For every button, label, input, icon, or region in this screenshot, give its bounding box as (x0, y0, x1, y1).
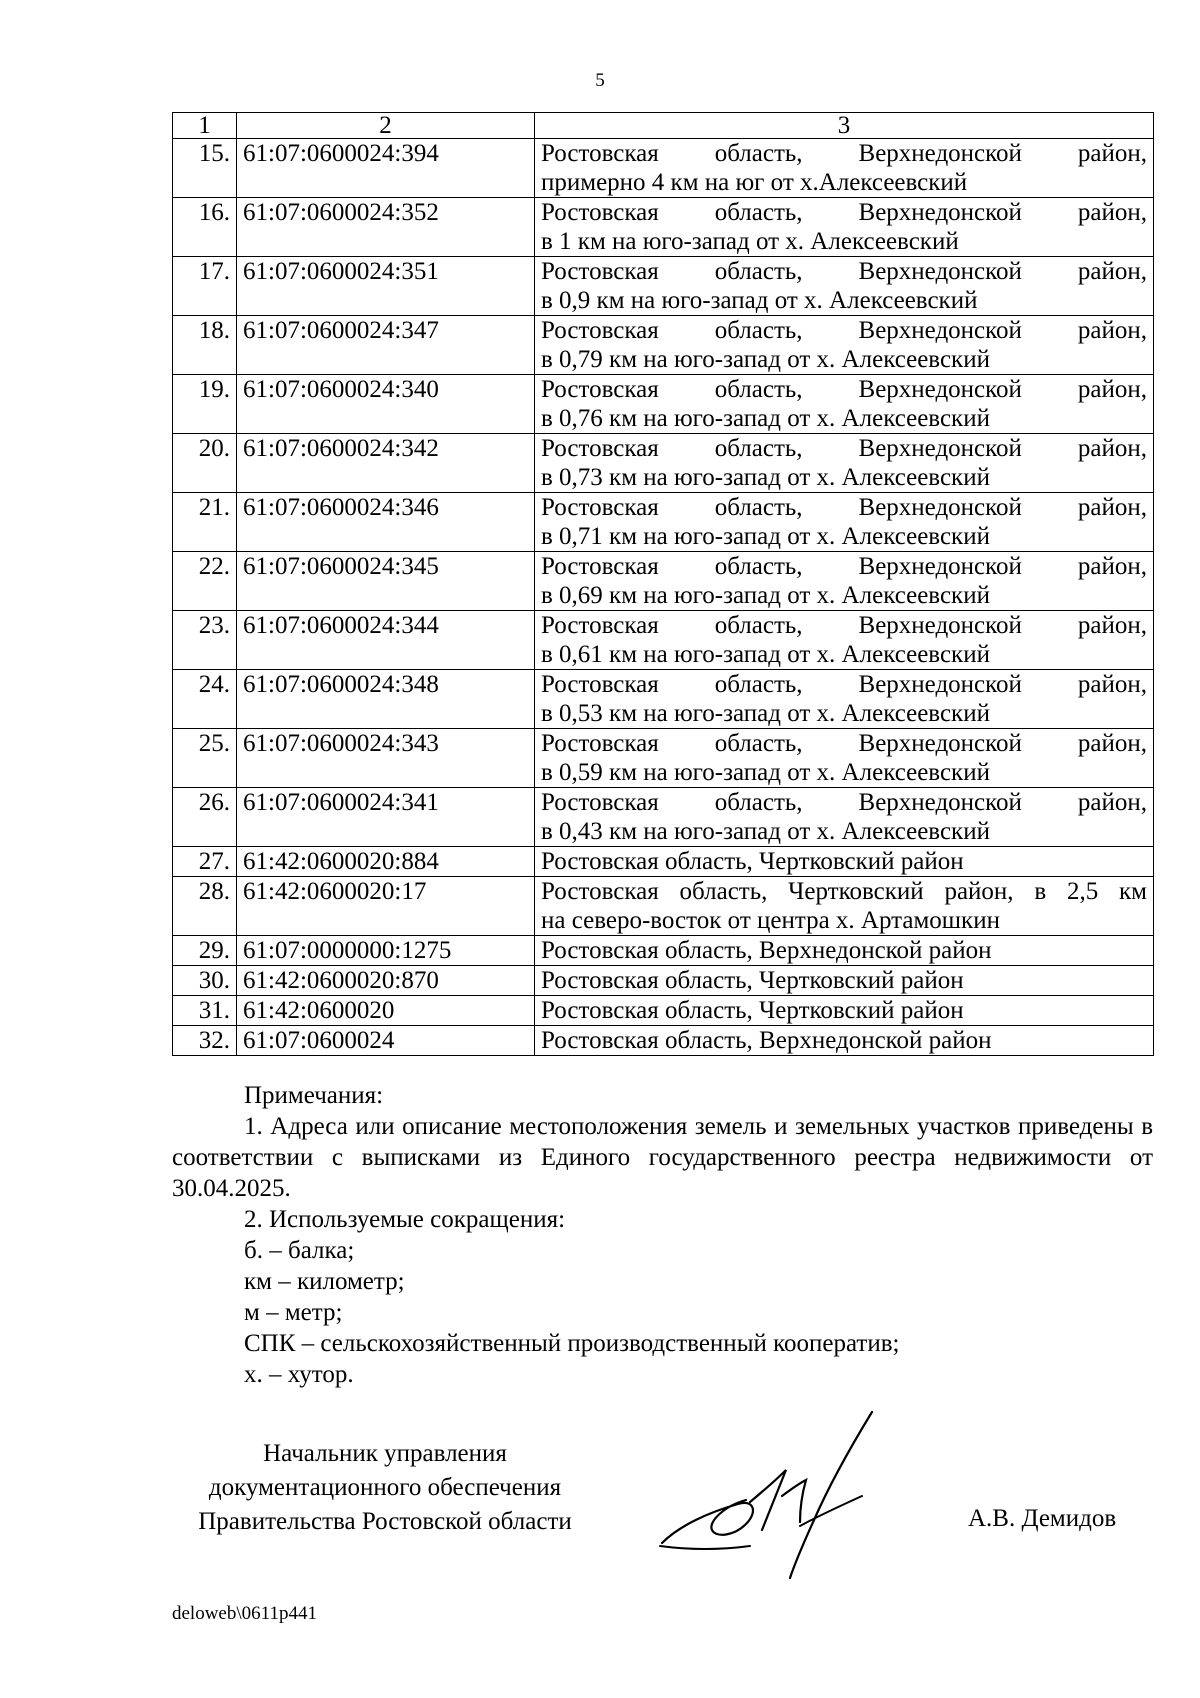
row-number: 32. (173, 1026, 237, 1056)
location-description (535, 493, 1154, 552)
row-number: 25. (173, 729, 237, 788)
row-number: 15. (173, 139, 237, 198)
table-row (173, 847, 1154, 877)
location-description (535, 434, 1154, 493)
location-line: Ростовская область, Чертковский район (541, 848, 964, 875)
location-line: Ростовская область, Верхнедонской район, (541, 317, 1147, 344)
cadastral-number: 61:07:0600024:348 (237, 670, 535, 729)
location-line: примерно 4 км на юг от х.Алексеевский (541, 169, 968, 196)
location-description (535, 729, 1154, 788)
row-number: 24. (173, 670, 237, 729)
location-description (535, 670, 1154, 729)
location-description (535, 552, 1154, 611)
location-line: в 0,43 км на юго-запад от х. Алексеевский (541, 818, 990, 845)
table-row (173, 1026, 1154, 1056)
location-line: Ростовская область, Верхнедонской район, (541, 553, 1147, 580)
notes-title: Примечания: (244, 1082, 384, 1109)
land-plots-table (172, 112, 1154, 1056)
header-col-2: 2 (237, 113, 535, 139)
table-row (173, 877, 1154, 936)
table-row (173, 493, 1154, 552)
row-number: 21. (173, 493, 237, 552)
location-description (535, 966, 1154, 996)
location-line: в 0,53 км на юго-запад от х. Алексеевский (541, 700, 990, 727)
row-number: 26. (173, 788, 237, 847)
cadastral-number: 61:42:0600020:870 (237, 966, 535, 996)
cadastral-number: 61:07:0600024:343 (237, 729, 535, 788)
cadastral-number: 61:07:0600024:347 (237, 316, 535, 375)
location-line: Ростовская область, Верхнедонской район (541, 1027, 992, 1054)
cadastral-number: 61:42:0600020:17 (237, 877, 535, 936)
table-row (173, 316, 1154, 375)
row-number: 17. (173, 257, 237, 316)
page-number: 5 (595, 70, 605, 91)
cadastral-number: 61:07:0600024 (237, 1026, 535, 1056)
row-number: 19. (173, 375, 237, 434)
row-number: 22. (173, 552, 237, 611)
location-line: в 0,73 км на юго-запад от х. Алексеевский (541, 464, 990, 491)
cadastral-number: 61:07:0600024:394 (237, 139, 535, 198)
signer-name: А.В. Демидов (968, 1505, 1117, 1532)
row-number: 31. (173, 996, 237, 1026)
location-line: в 0,76 км на юго-запад от х. Алексеевский (541, 405, 990, 432)
header-col-3: 3 (535, 113, 1154, 139)
cadastral-number: 61:07:0600024:341 (237, 788, 535, 847)
location-description (535, 788, 1154, 847)
signer-position-line: Начальник управления (263, 1440, 507, 1467)
cadastral-number: 61:42:0600020:884 (237, 847, 535, 877)
note-2: 2. Используемые сокращения: (244, 1206, 566, 1233)
table-row (173, 611, 1154, 670)
table-row (173, 966, 1154, 996)
location-line: в 0,79 км на юго-запад от х. Алексеевский (541, 346, 990, 373)
table-row (173, 375, 1154, 434)
signer-position (170, 1437, 600, 1539)
table-row (173, 996, 1154, 1026)
cadastral-number: 61:07:0600024:351 (237, 257, 535, 316)
location-line: на северо-восток от центра х. Артамошкин (541, 907, 1000, 934)
notes-section (172, 1080, 1153, 1390)
cadastral-number: 61:07:0600024:344 (237, 611, 535, 670)
document-code: deloweb\0611p441 (172, 1603, 317, 1624)
cadastral-number: 61:07:0600024:342 (237, 434, 535, 493)
row-number: 20. (173, 434, 237, 493)
cadastral-number: 61:07:0600024:345 (237, 552, 535, 611)
cadastral-number: 61:07:0600024:352 (237, 198, 535, 257)
cadastral-number: 61:42:0600020 (237, 996, 535, 1026)
location-line: в 0,61 км на юго-запад от х. Алексеевский (541, 641, 990, 668)
location-line: Ростовская область, Верхнедонской район, (541, 730, 1147, 757)
location-description (535, 611, 1154, 670)
location-description (535, 316, 1154, 375)
table-row (173, 729, 1154, 788)
signer-position-line: документационного обеспечения (208, 1474, 562, 1501)
location-line: Ростовская область, Чертковский район (541, 997, 964, 1024)
location-line: Ростовская область, Верхнедонской район (541, 937, 992, 964)
abbreviation-item: б. – балка; (244, 1237, 355, 1264)
handwritten-signature (650, 1400, 930, 1600)
row-number: 18. (173, 316, 237, 375)
location-description (535, 877, 1154, 936)
cadastral-number: 61:07:0000000:1275 (237, 936, 535, 966)
location-line: Ростовская область, Верхнедонской район, (541, 435, 1147, 462)
row-number: 16. (173, 198, 237, 257)
table-header-row (173, 113, 1154, 139)
cadastral-number: 61:07:0600024:340 (237, 375, 535, 434)
table-row (173, 139, 1154, 198)
location-description (535, 257, 1154, 316)
row-number: 27. (173, 847, 237, 877)
location-line: в 0,59 км на юго-запад от х. Алексеевский (541, 759, 990, 786)
location-description (535, 375, 1154, 434)
location-line: в 0,71 км на юго-запад от х. Алексеевский (541, 523, 990, 550)
location-description (535, 936, 1154, 966)
location-line: Ростовская область, Чертковский район (541, 967, 964, 994)
location-line: Ростовская область, Верхнедонской район, (541, 671, 1147, 698)
table-row (173, 257, 1154, 316)
location-description (535, 996, 1154, 1026)
cadastral-number: 61:07:0600024:346 (237, 493, 535, 552)
table-row (173, 936, 1154, 966)
location-line: в 0,69 км на юго-запад от х. Алексеевский (541, 582, 990, 609)
table-row (173, 670, 1154, 729)
abbreviation-item: х. – хутор. (244, 1361, 354, 1388)
location-line: Ростовская область, Верхнедонской район, (541, 494, 1147, 521)
signer-position-line: Правительства Ростовской области (198, 1508, 572, 1535)
location-line: в 1 км на юго-запад от х. Алексеевский (541, 228, 959, 255)
header-col-1: 1 (173, 113, 237, 139)
row-number: 29. (173, 936, 237, 966)
row-number: 28. (173, 877, 237, 936)
location-line: Ростовская область, Чертковский район, в 2,5 км (541, 878, 1147, 905)
row-number: 30. (173, 966, 237, 996)
location-description (535, 847, 1154, 877)
location-line: в 0,9 км на юго-запад от х. Алексеевский (541, 287, 978, 314)
table-body (173, 139, 1154, 1056)
location-description (535, 1026, 1154, 1056)
location-description (535, 198, 1154, 257)
table-row (173, 788, 1154, 847)
table-row (173, 198, 1154, 257)
note-1: 1. Адреса или описание местоположения земель и земельных участков приведены в соответствии с выписками из Единого государственного реестра недвижимости от 30.04.2025. (172, 1113, 1153, 1202)
table-row (173, 552, 1154, 611)
location-description (535, 139, 1154, 198)
location-line: Ростовская область, Верхнедонской район, (541, 789, 1147, 816)
location-line: Ростовская область, Верхнедонской район, (541, 140, 1147, 167)
location-line: Ростовская область, Верхнедонской район, (541, 258, 1147, 285)
abbreviation-item: м – метр; (244, 1299, 343, 1326)
table-row (173, 434, 1154, 493)
location-line: Ростовская область, Верхнедонской район, (541, 199, 1147, 226)
row-number: 23. (173, 611, 237, 670)
location-line: Ростовская область, Верхнедонской район, (541, 376, 1147, 403)
location-line: Ростовская область, Верхнедонской район, (541, 612, 1147, 639)
abbreviation-item: СПК – сельскохозяйственный производственный кооператив; (244, 1330, 900, 1357)
abbreviation-item: км – километр; (244, 1268, 405, 1295)
